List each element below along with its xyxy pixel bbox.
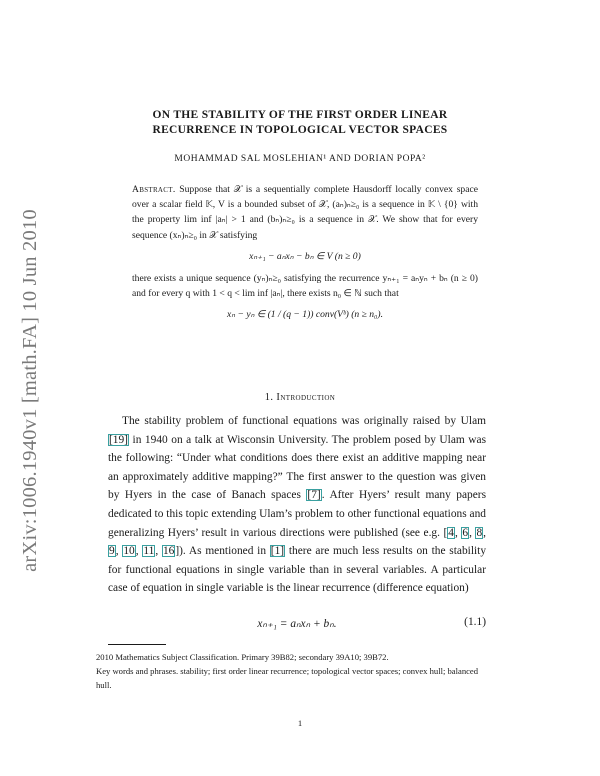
footnotes xyxy=(96,650,488,692)
citation-link-1[interactable]: [1] xyxy=(270,545,285,558)
abstract-label: Abstract. xyxy=(132,184,176,195)
equation-expression: xₙ₊₁ = aₙxₙ + bₙ. xyxy=(257,618,337,630)
section-heading: 1. Introduction xyxy=(264,392,336,403)
abstract-equation-1: xₙ₊₁ − aₙxₙ − bₙ ∈ V (n ≥ 0) xyxy=(249,250,361,262)
citation-link-8[interactable]: 8 xyxy=(476,526,483,539)
body-text-d: ). As mentioned in xyxy=(179,545,270,558)
citation-link-11[interactable]: 11 xyxy=(143,545,155,558)
abstract-text-2: there exists a unique sequence (yₙ)ₙ≥₀ satisfying the recurrence yₙ₊₁ = aₙyₙ + bₙ (n ≥ 0) and for every q with 1 < q < lim inf |aₙ|, there exists n₀ ∈ ℕ such that xyxy=(132,273,478,300)
footnote-msc: 2010 Mathematics Subject Classification. Primary 39B82; secondary 39A10; 39B72. xyxy=(96,652,389,662)
page-number: 1 xyxy=(297,718,303,728)
citation-link-10[interactable]: 10 xyxy=(123,545,135,558)
citation-link-9[interactable]: 9 xyxy=(109,545,115,558)
citation-link-19[interactable]: [19] xyxy=(109,433,128,446)
paper-title xyxy=(90,108,510,138)
equation-number: (1.1) xyxy=(464,616,486,628)
body-text-c: . After Hyers’ result many papers dedicated to this topic extending Ulam’s problem to other functional equations and generalizing Hyers’ result in various directions were published (see e.g. xyxy=(108,489,487,539)
citation-link-16[interactable]: 16 xyxy=(162,545,175,558)
abstract xyxy=(132,182,478,330)
citation-link-6[interactable]: 6 xyxy=(462,526,469,539)
authors: MOHAMMAD SAL MOSLEHIAN¹ AND DORIAN POPA² xyxy=(174,154,426,164)
title-line-1: ON THE STABILITY OF THE FIRST ORDER LINEAR xyxy=(152,109,448,121)
arxiv-stamp xyxy=(14,180,46,600)
body-text-b: in 1940 on a talk at Wisconsin University. The problem posed by Ulam was the following: “Under what conditions does there exist an additive mapping near an approximately additive mapping?” The first answer to the question was given by Hyers in the case of Banach spaces xyxy=(108,433,486,502)
footnote-rule xyxy=(108,644,166,645)
citation-link-4[interactable]: 4 xyxy=(448,526,454,539)
body-text-e: there are much less results on the stability for functional equations in single variable than in several variables. A particular case of equation in single variable is the linear recurrence (difference equation) xyxy=(108,545,487,595)
abstract-text-1: Suppose that 𝒳 is a sequentially complete Hausdorff locally convex space over a scalar field 𝕂, V is a bounded subset of 𝒳, (aₙ)ₙ≥₀ is a sequence in 𝕂 \ {0} with the property lim inf |aₙ| > 1 and (bₙ)ₙ≥₀ is a sequence in 𝒳. We show that for every sequence (xₙ)ₙ≥₀ in 𝒳 satisfying xyxy=(132,184,478,241)
body-text-a: The stability problem of functional equations was originally raised by Ulam xyxy=(122,415,486,427)
footnote-keywords: Key words and phrases. stability; first order linear recurrence; topological vector spaces; convex hull; balanced hull. xyxy=(96,666,479,690)
abstract-equation-2: xₙ − yₙ ∈ (1 / (q − 1)) conv(Vᵇ) (n ≥ n₀). xyxy=(226,309,383,321)
citation-link-7[interactable]: [7] xyxy=(307,489,321,502)
title-line-2: RECURRENCE IN TOPOLOGICAL VECTOR SPACES xyxy=(152,124,448,136)
arxiv-id: arXiv:1006.1940v1 [math.FA] 10 Jun 2010 xyxy=(18,208,41,572)
intro-paragraph: The stability problem of functional equations was originally raised by Ulam [19] in 1940 on a talk at Wisconsin University. The problem posed by Ulam was the following: “Under what conditions does there exist an additive mapping near an approximately additive mapping?” The first answer to the question was given by Hyers in the case of Banach spaces [7]. After Hyers’ result many papers dedicated to this topic extending Ulam’s problem to other functional equations and generalizing Hyers’ result in various directions were published (see e.g. [4, 6, 8, 9, 10, 11, 16]). As mentioned in [1] there are much less results on the stability for functional equations in single variable than in several variables. A particular case of equation in single variable is the linear recurrence (difference equation) xyxy=(108,415,487,595)
